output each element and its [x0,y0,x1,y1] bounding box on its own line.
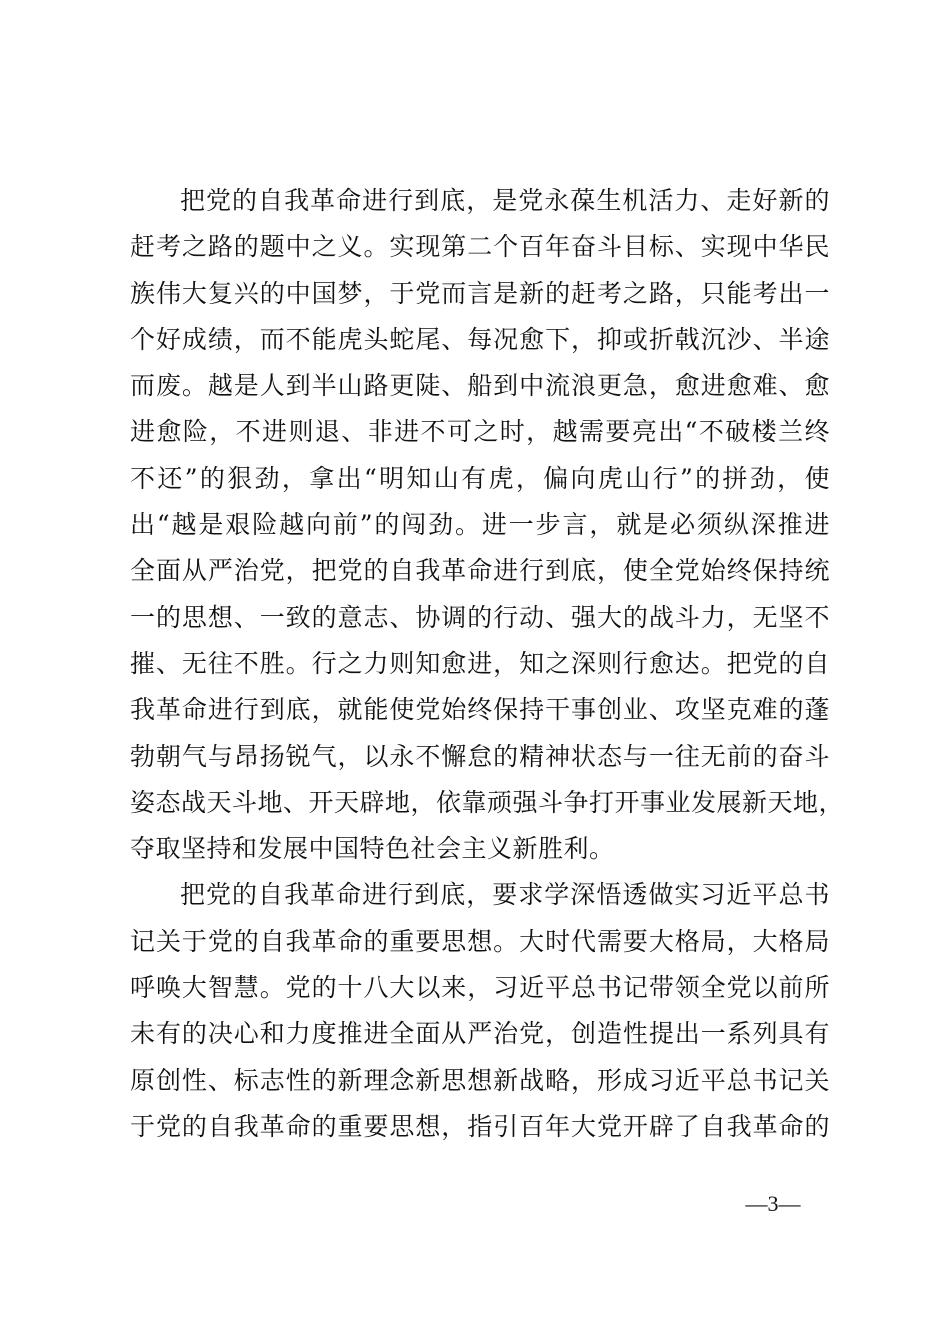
text-line: 全面从严治党，把党的自我革命进行到底，使全党始终保持统 [130,556,830,586]
text-line: 族伟大复兴的中国梦，于党而言是新的赶考之路，只能考出一 [130,278,830,308]
text-line: 姿态战天斗地、开天辟地，依靠顽强斗争打开事业发展新天地， [130,787,845,817]
text-line: 出“越是艰险越向前”的闯劲。进一步言，就是必须纵深推进 [130,510,830,540]
text-line: 把党的自我革命进行到底，要求学深悟透做实习近平总书 [180,880,830,910]
text-line: 我革命进行到底，就能使党始终保持干事创业、攻坚克难的蓬 [130,695,830,725]
paragraph-1 [130,178,845,872]
page-number: —3— [745,1191,801,1216]
text-line: 夺取坚持和发展中国特色社会主义新胜利。 [130,834,615,864]
text-line: 赶考之路的题中之义。实现第二个百年奋斗目标、实现中华民 [130,232,830,262]
text-line: 个好成绩，而不能虎头蛇尾、每况愈下，抑或折戟沉沙、半途 [130,324,830,354]
text-line: 原创性、标志性的新理念新思想新战略，形成习近平总书记关 [130,1065,830,1095]
text-line: 于党的自我革命的重要思想，指引百年大党开辟了自我革命的 [130,1111,830,1141]
paragraph-2 [130,872,830,1150]
text-line: 勃朝气与昂扬锐气，以永不懈怠的精神状态与一往无前的奋斗 [130,741,830,771]
text-line: 呼唤大智慧。党的十八大以来，习近平总书记带领全党以前所 [130,973,830,1003]
text-line: 不还”的狠劲，拿出“明知山有虎，偏向虎山行”的拼劲，使 [130,463,830,493]
text-line: 一的思想、一致的意志、协调的行动、强大的战斗力，无坚不 [130,602,830,632]
text-line: 而废。越是人到半山路更陡、船到中流浪更急，愈进愈难、愈 [130,371,830,401]
body-text [130,178,845,1150]
text-line: 摧、无往不胜。行之力则知愈进，知之深则行愈达。把党的自 [130,648,830,678]
text-line: 把党的自我革命进行到底，是党永葆生机活力、走好新的 [180,186,830,215]
text-line: 未有的决心和力度推进全面从严治党，创造性提出一系列具有 [130,1019,830,1049]
text-line: 进愈险，不进则退、非进不可之时，越需要亮出“不破楼兰终 [130,417,830,447]
text-line: 记关于党的自我革命的重要思想。大时代需要大格局，大格局 [130,926,830,956]
